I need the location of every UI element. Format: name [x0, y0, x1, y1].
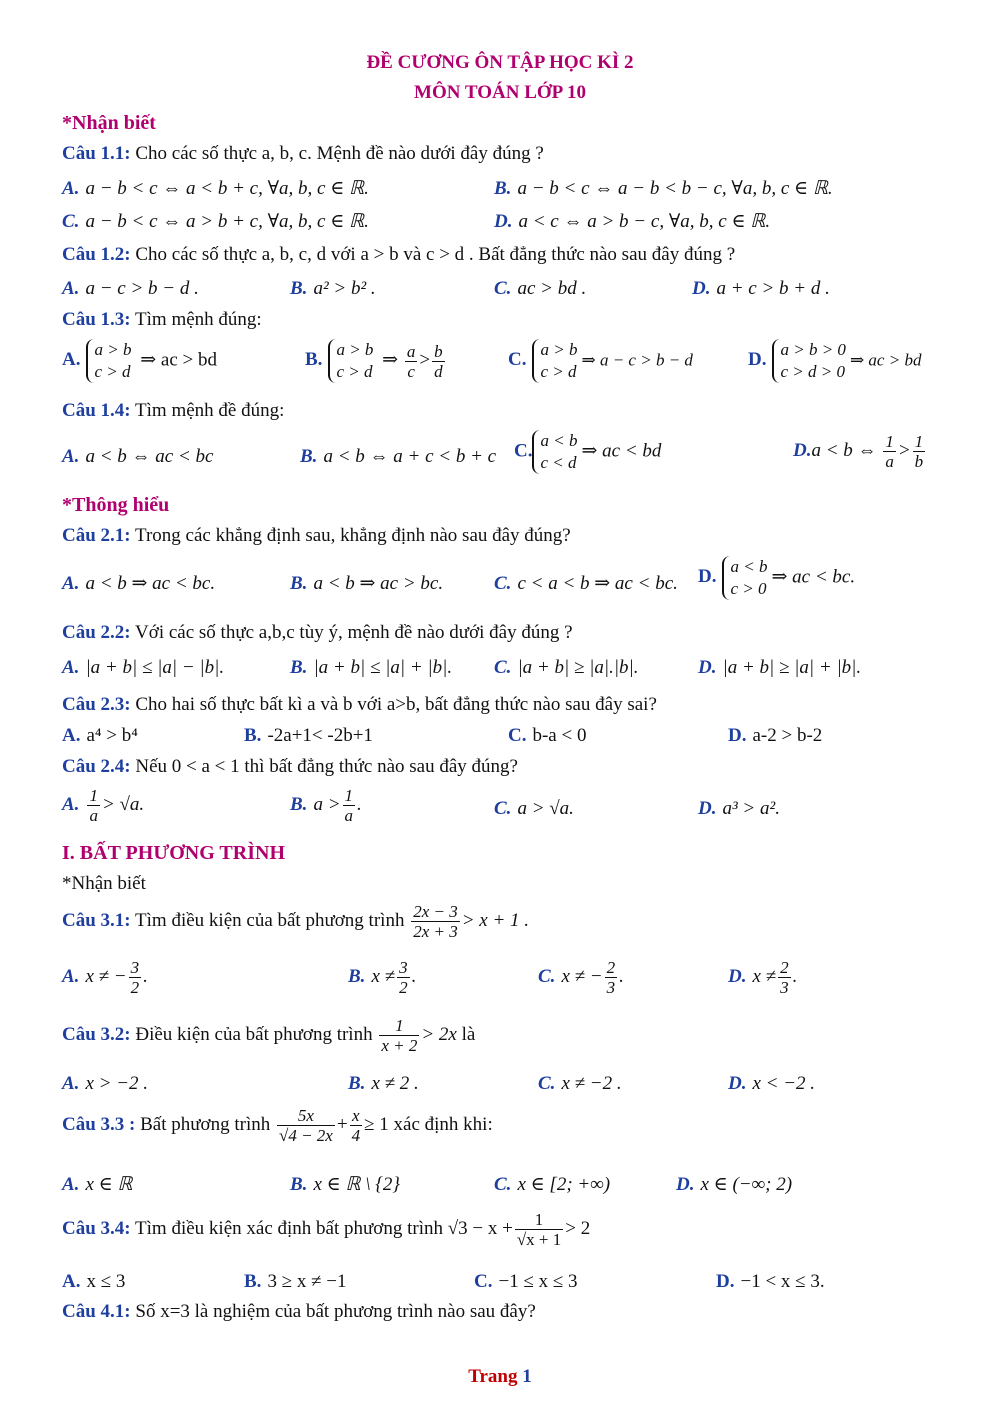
question-1-4: Câu 1.4: Tìm mệnh đề đúng:	[62, 400, 285, 421]
option-d: D. a < b c > 0⇒ ac < bc.	[698, 557, 856, 598]
option-b: B. |a + b| ≤ |a| + |b|.	[290, 657, 453, 678]
question-label: Câu 1.1:	[62, 143, 131, 164]
option-a: A. |a + b| ≤ |a| − |b|.	[62, 657, 225, 678]
option-d: D. a-2 > b-2	[728, 725, 823, 746]
question-2-4: Câu 2.4: Nếu 0 < a < 1 thì bất đẳng thức nào sau đây đúng?	[62, 756, 518, 777]
option-a: A. x ≠ − $\frac{3}{2}$ .	[62, 958, 148, 997]
option-d: D. a³ > a².	[698, 798, 780, 819]
option-a: A. a > b c > d ⇒ ac > bd	[62, 340, 217, 381]
option-a: A. x ∈ ℝ	[62, 1174, 133, 1195]
option-d: D. a > b > 0 c > d > 0⇒ ac > bd	[748, 340, 922, 381]
section-thong-hieu: *Thông hiểu	[62, 494, 170, 516]
question-1-1	[62, 143, 544, 165]
option-a: A. x > −2 .	[62, 1073, 149, 1094]
option-a: A. x ≤ 3	[62, 1271, 126, 1292]
option-c: C. a < b c < d⇒ ac < bd	[514, 431, 662, 472]
page-number: 1	[522, 1366, 532, 1387]
question-3-1: Câu 3.1: Tìm điều kiện của bất phương trình $\frac{2x - 3}{2x + 3}$ > x + 1 .	[62, 902, 530, 941]
question-2-2: Câu 2.2: Với các số thực a,b,c tùy ý, mệnh đề nào dưới đây đúng ?	[62, 622, 573, 643]
option-c: C. x ∈ [2; +∞)	[494, 1174, 611, 1195]
question-3-4: Câu 3.4: Tìm điều kiện xác định bất phương trình √3 − x + $\frac{1}{√x + 1}$ > 2	[62, 1210, 591, 1249]
option-c: C. ac > bd .	[494, 278, 587, 299]
option-b: B. a < b ⇒ ac > bc.	[290, 573, 444, 594]
option-b: B. a > b c > d ⇒ $\frac{a}{c}$ > $\frac{b}{d}$	[305, 340, 443, 381]
document-title: ĐỀ CƯƠNG ÔN TẬP HỌC KÌ 2	[366, 52, 634, 73]
option-b: B. a > $\frac{1}{a}$ .	[290, 786, 362, 825]
document-subtitle: MÔN TOÁN LỚP 10	[414, 82, 586, 103]
option-c: C. b-a < 0	[508, 725, 587, 746]
option-b: B. a² > b² .	[290, 278, 376, 299]
option-d: D. a < c ⇔ a > b − c, ∀a, b, c ∈ ℝ.	[494, 211, 771, 232]
question-1-3: Câu 1.3: Tìm mệnh đúng:	[62, 309, 262, 330]
option-b: B. 3 ≥ x ≠ −1	[244, 1271, 347, 1292]
option-d: D.a < b ⇔ $\frac{1}{a}$ > $\frac{1}{b}$	[793, 432, 924, 471]
option-d: D. a + c > b + d .	[692, 278, 830, 299]
option-c: C. x ≠ −2 .	[538, 1073, 622, 1094]
option-b: B. a − b < c ⇔ a − b < b − c, ∀a, b, c ∈ ℝ.	[494, 178, 833, 199]
question-3-3: Câu 3.3 : Bất phương trình $\frac{5x}{√4 - 2x}$ + $\frac{x}{4}$ ≥ 1 xác định khi:	[62, 1106, 493, 1145]
option-b: B. a < b ⇔ a + c < b + c	[300, 446, 497, 467]
option-d: D. −1 < x ≤ 3.	[716, 1271, 825, 1292]
option-b: B. x ∈ ℝ \ {2}	[290, 1174, 400, 1195]
question-2-3: Câu 2.3: Cho hai số thực bất kì a và b với a>b, bất đẳng thức nào sau đây sai?	[62, 694, 657, 715]
option-b: B. -2a+1< -2b+1	[244, 725, 373, 746]
option-d: D. x ≠ $\frac{2}{3}$ .	[728, 958, 798, 997]
option-c: C. c < a < b ⇒ ac < bc.	[494, 573, 678, 594]
option-a: A. $\frac{1}{a}$ > √a.	[62, 786, 145, 825]
option-b: B. x ≠ 2 .	[348, 1073, 419, 1094]
option-c: C. a > b c > d⇒ a − c > b − d	[508, 340, 693, 381]
option-d: D. |a + b| ≥ |a| + |b|.	[698, 657, 862, 678]
section-nhan-biet-2: *Nhận biết	[62, 873, 146, 894]
option-a: A. a⁴ > b⁴	[62, 725, 138, 746]
page-footer: Trang 1	[468, 1366, 532, 1387]
option-c: C. x ≠ − $\frac{2}{3}$ .	[538, 958, 624, 997]
option-a: A. a < b ⇔ ac < bc	[62, 446, 214, 467]
option-a: A. a − c > b − d .	[62, 278, 199, 299]
option-c: C. |a + b| ≥ |a|.|b|.	[494, 657, 639, 678]
option-a: A. a − b < c ⇔ a < b + c, ∀a, b, c ∈ ℝ.	[62, 178, 369, 199]
question-1-2: Câu 1.2: Cho các số thực a, b, c, d với a > b và c > d . Bất đẳng thức nào sau đây đúng ?	[62, 244, 736, 265]
section-nhan-biet: *Nhận biết	[62, 112, 156, 134]
option-c: C. −1 ≤ x ≤ 3	[474, 1271, 578, 1292]
question-2-1: Câu 2.1: Trong các khẳng định sau, khẳng định nào sau đây đúng?	[62, 525, 571, 546]
option-a: A. a < b ⇒ ac < bc.	[62, 573, 216, 594]
option-c: C. a > √a.	[494, 798, 574, 819]
option-c: C. a − b < c ⇔ a > b + c, ∀a, b, c ∈ ℝ.	[62, 211, 369, 232]
option-d: D. x < −2 .	[728, 1073, 816, 1094]
question-text: Cho các số thực a, b, c. Mệnh đề nào dưới đây đúng ?	[135, 143, 544, 164]
question-4-1: Câu 4.1: Số x=3 là nghiệm của bất phương trình nào sau đây?	[62, 1301, 536, 1322]
option-d: D. x ∈ (−∞; 2)	[676, 1174, 793, 1195]
option-b: B. x ≠ $\frac{3}{2}$ .	[348, 958, 417, 997]
question-3-2: Câu 3.2: Điều kiện của bất phương trình $\frac{1}{x + 2}$ > 2x là	[62, 1016, 476, 1055]
section-bat-phuong-trinh: I. BẤT PHƯƠNG TRÌNH	[62, 842, 285, 864]
